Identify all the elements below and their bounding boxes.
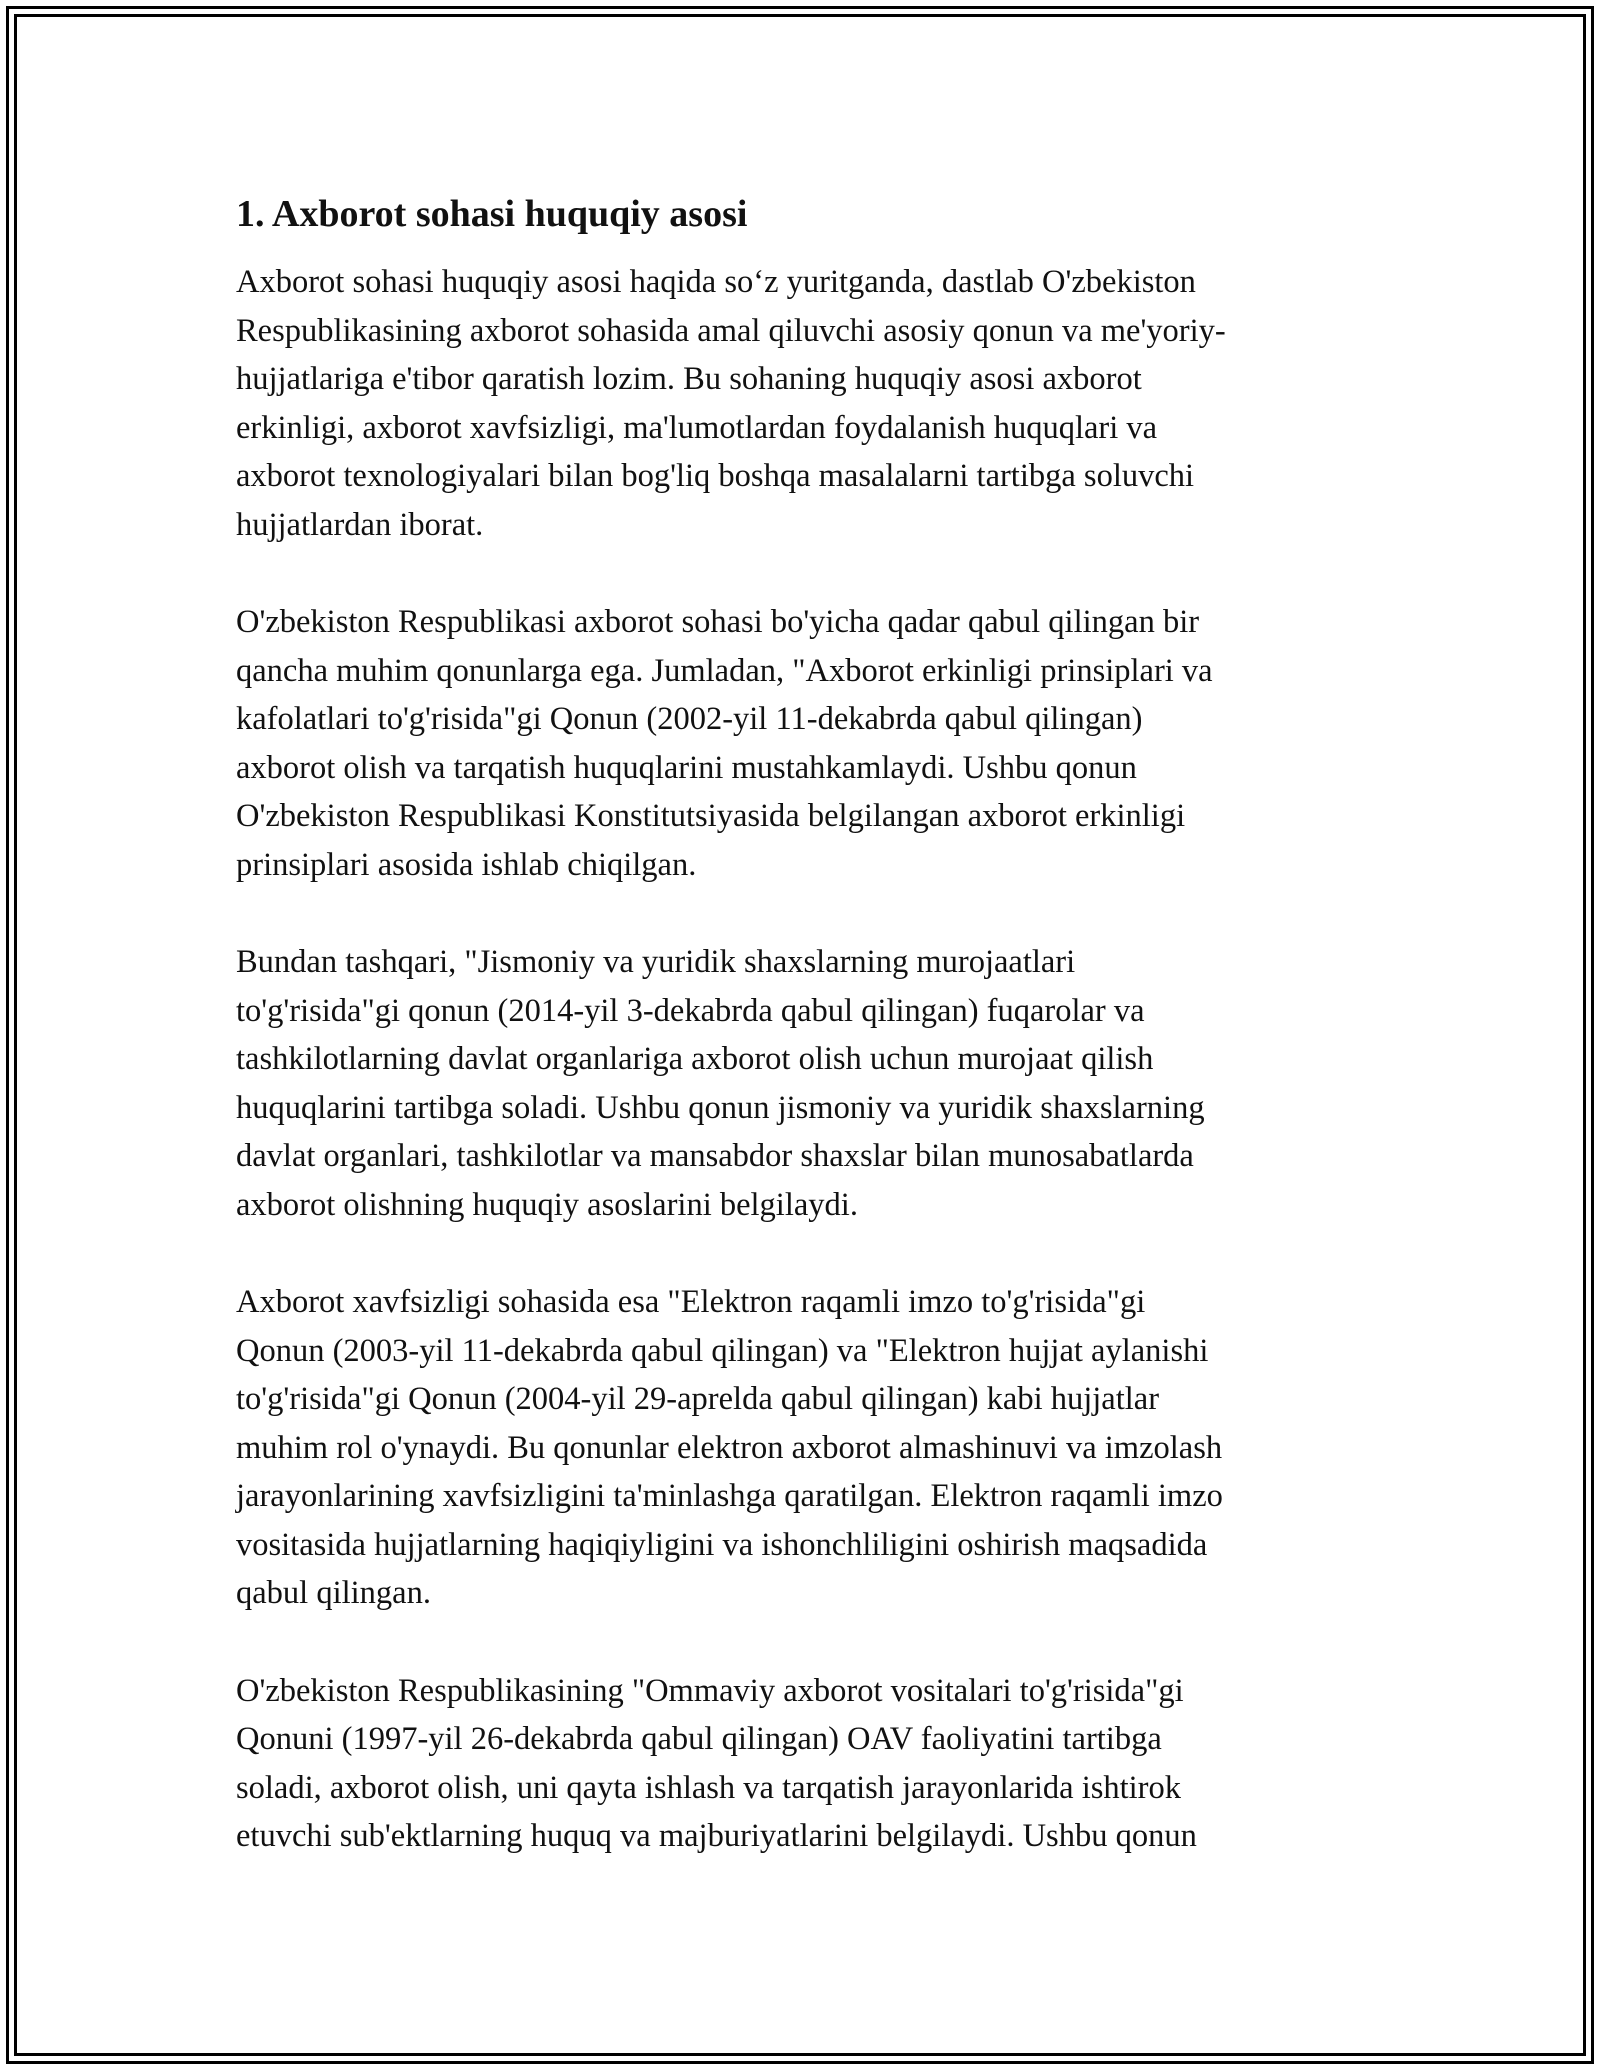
text-line: Axborot xavfsizligi sohasida esa "Elektron raqamli imzo to'g'risida"gi [236,1284,1146,1320]
document-body [236,186,1376,1910]
text-line: etuvchi sub'ektlarning huquq va majburiyatlarini belgilaydi. Ushbu qonun [236,1818,1197,1854]
text-line: jarayonlarining xavfsizligini ta'minlashga qaratilgan. Elektron raqamli imzo [236,1478,1223,1514]
text-line: erkinligi, axborot xavfsizligi, ma'lumotlardan foydalanish huquqlari va [236,409,1158,446]
text-line: vositasida hujjatlarning haqiqiyligini va ishonchliligini oshirish maqsadida [236,1526,1208,1563]
text-line: to'g'risida"gi Qonun (2004-yil 29-aprelda qabul qilingan) kabi hujjatlar [236,1381,1160,1417]
paragraph-3 [236,938,1376,1229]
text-line: to'g'risida"gi qonun (2014-yil 3-dekabrda qabul qilingan) fuqarolar va [236,992,1145,1029]
text-line: huquqlarini tartibga soladi. Ushbu qonun jismoniy va yuridik shaxslarning [236,1089,1205,1126]
paragraph-2 [236,598,1376,889]
text-line: Axborot sohasi huquqiy asosi haqida soʻz yuritganda, dastlab O'zbekiston [236,264,1196,300]
text-line: O'zbekiston Respublikasi axborot sohasi bo'yicha qadar qabul qilingan bir [236,604,1200,640]
text-line: davlat organlari, tashkilotlar va mansabdor shaxslar bilan munosabatlarda [236,1138,1194,1174]
text-line: Qonuni (1997-yil 26-dekabrda qabul qilingan) OAV faoliyatini tartibga [236,1721,1162,1757]
paragraph-1 [236,258,1376,549]
text-line: soladi, axborot olish, uni qayta ishlash va tarqatish jarayonlarida ishtirok [236,1769,1182,1806]
text-line: axborot olish va tarqatish huquqlarini mustahkamlaydi. Ushbu qonun [236,749,1137,786]
text-line: qancha muhim qonunlarga ega. Jumladan, "Axborot erkinligi prinsiplari va [236,652,1213,689]
text-line: hujjatlardan iborat. [236,506,484,543]
text-line: Bundan tashqari, "Jismoniy va yuridik shaxslarning murojaatlari [236,944,1076,980]
text-line: axborot texnologiyalari bilan bog'liq boshqa masalalarni tartibga soluvchi [236,458,1195,494]
text-line: kafolatlari to'g'risida"gi Qonun (2002-yil 11-dekabrda qabul qilingan) [236,701,1143,737]
text-line: tashkilotlarning davlat organlariga axborot olish uchun murojaat qilish [236,1041,1154,1077]
text-line: O'zbekiston Respublikasining "Ommaviy axborot vositalari to'g'risida"gi [236,1672,1184,1709]
section-heading: 1. Axborot sohasi huquqiy asosi [236,193,748,235]
text-line: O'zbekiston Respublikasi Konstitutsiyasida belgilangan axborot erkinligi [236,798,1186,834]
text-line: Qonun (2003-yil 11-dekabrda qabul qilingan) va "Elektron hujjat aylanishi [236,1332,1209,1369]
text-line: Respublikasining axborot sohasida amal qiluvchi asosiy qonun va me'yoriy- [236,312,1226,349]
paragraph-4 [236,1278,1376,1618]
text-line: prinsiplari asosida ishlab chiqilgan. [236,846,697,883]
text-line: qabul qilingan. [236,1575,431,1611]
text-line: hujjatlariga e'tibor qaratish lozim. Bu sohaning huquqiy asosi axborot [236,361,1142,397]
text-line: axborot olishning huquqiy asoslarini belgilaydi. [236,1186,858,1223]
text-line: muhim rol o'ynaydi. Bu qonunlar elektron axborot almashinuvi va imzolash [236,1429,1223,1466]
paragraph-5 [236,1667,1376,1861]
